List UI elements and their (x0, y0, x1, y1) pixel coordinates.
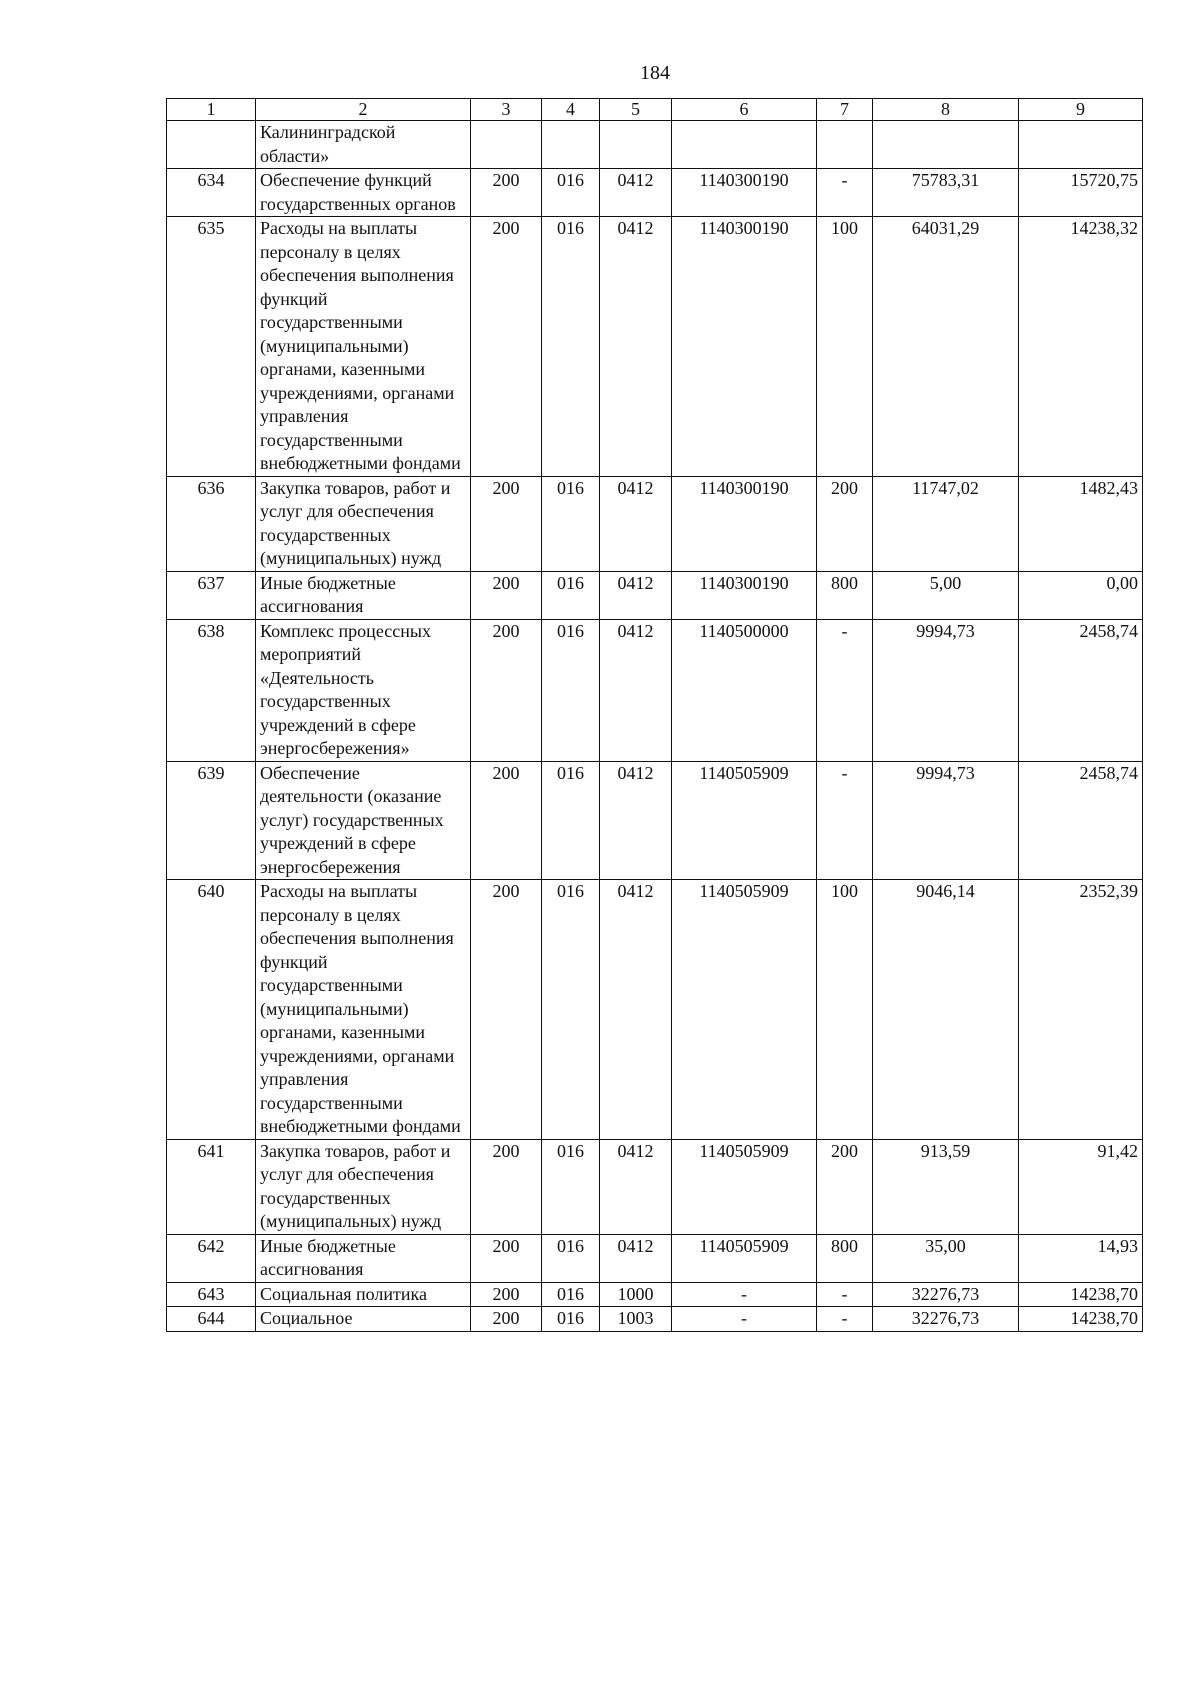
table-body (167, 121, 1143, 1332)
row-col8-cell: 64031,29 (873, 217, 1019, 477)
table-row (167, 1234, 1143, 1282)
row-col5-cell: 0412 (600, 169, 672, 217)
row-col5-cell: 0412 (600, 880, 672, 1140)
row-col6-cell: - (672, 1282, 817, 1307)
row-col6-cell: 1140300190 (672, 169, 817, 217)
row-col3-cell: 200 (471, 1307, 542, 1332)
row-number-cell: 637 (167, 571, 256, 619)
row-number-cell: 636 (167, 476, 256, 571)
row-col9-cell (1019, 121, 1143, 169)
header-col-6: 6 (672, 99, 817, 121)
row-col5-cell: 0412 (600, 571, 672, 619)
row-name-cell: Расходы на выплаты персоналу в целях обеспечения выполнения функций государственными (муниципальными) органами, казенными учреждениями, органами управления государственными внебюджетными фондами (256, 217, 471, 477)
row-col6-cell: 1140300190 (672, 571, 817, 619)
row-name-cell: Закупка товаров, работ и услуг для обеспечения государственных (муниципальных) нужд (256, 476, 471, 571)
row-col6-cell: 1140505909 (672, 761, 817, 880)
row-col4-cell: 016 (542, 217, 600, 477)
row-col7-cell: - (817, 761, 873, 880)
row-name-cell: Социальное (256, 1307, 471, 1332)
row-number-cell: 638 (167, 619, 256, 761)
row-number-cell: 641 (167, 1139, 256, 1234)
row-col8-cell: 5,00 (873, 571, 1019, 619)
row-number-cell: 640 (167, 880, 256, 1140)
row-col9-cell: 14,93 (1019, 1234, 1143, 1282)
row-col7-cell: 800 (817, 1234, 873, 1282)
row-col3-cell: 200 (471, 880, 542, 1140)
row-col3-cell: 200 (471, 619, 542, 761)
row-col9-cell: 91,42 (1019, 1139, 1143, 1234)
row-col7-cell: 200 (817, 1139, 873, 1234)
row-number-cell: 639 (167, 761, 256, 880)
row-col9-cell: 2458,74 (1019, 761, 1143, 880)
row-number-cell: 635 (167, 217, 256, 477)
row-col6-cell: 1140505909 (672, 1139, 817, 1234)
row-col9-cell: 2458,74 (1019, 619, 1143, 761)
page-number: 184 (640, 62, 670, 84)
header-col-2: 2 (256, 99, 471, 121)
row-col9-cell: 15720,75 (1019, 169, 1143, 217)
row-number-cell (167, 121, 256, 169)
row-col5-cell: 0412 (600, 476, 672, 571)
row-col3-cell: 200 (471, 571, 542, 619)
row-col3-cell: 200 (471, 1282, 542, 1307)
table-row (167, 619, 1143, 761)
row-col8-cell (873, 121, 1019, 169)
table-row (167, 476, 1143, 571)
row-col3-cell: 200 (471, 761, 542, 880)
row-name-cell: Обеспечение функций государственных органов (256, 169, 471, 217)
row-col4-cell: 016 (542, 571, 600, 619)
row-col7-cell: 200 (817, 476, 873, 571)
row-col9-cell: 2352,39 (1019, 880, 1143, 1140)
row-col6-cell: 1140500000 (672, 619, 817, 761)
table-row (167, 169, 1143, 217)
row-col8-cell: 32276,73 (873, 1307, 1019, 1332)
row-name-cell: Комплекс процессных мероприятий «Деятельность государственных учреждений в сфере энергосбережения» (256, 619, 471, 761)
header-col-3: 3 (471, 99, 542, 121)
row-col7-cell: - (817, 1307, 873, 1332)
row-col4-cell: 016 (542, 1139, 600, 1234)
row-col3-cell (471, 121, 542, 169)
header-col-7: 7 (817, 99, 873, 121)
table-row (167, 571, 1143, 619)
row-col6-cell: 1140300190 (672, 217, 817, 477)
row-col8-cell: 913,59 (873, 1139, 1019, 1234)
row-col8-cell: 32276,73 (873, 1282, 1019, 1307)
row-number-cell: 642 (167, 1234, 256, 1282)
header-col-8: 8 (873, 99, 1019, 121)
row-number-cell: 634 (167, 169, 256, 217)
row-col7-cell: 100 (817, 880, 873, 1140)
row-col8-cell: 9046,14 (873, 880, 1019, 1140)
table-row (167, 121, 1143, 169)
table-row (167, 880, 1143, 1140)
row-col4-cell: 016 (542, 1282, 600, 1307)
row-col4-cell: 016 (542, 1234, 600, 1282)
row-col9-cell: 14238,70 (1019, 1282, 1143, 1307)
row-col4-cell: 016 (542, 1307, 600, 1332)
header-col-9: 9 (1019, 99, 1143, 121)
row-col6-cell (672, 121, 817, 169)
row-col6-cell: - (672, 1307, 817, 1332)
row-number-cell: 644 (167, 1307, 256, 1332)
row-col4-cell: 016 (542, 880, 600, 1140)
row-col3-cell: 200 (471, 1234, 542, 1282)
row-col9-cell: 1482,43 (1019, 476, 1143, 571)
row-col4-cell: 016 (542, 476, 600, 571)
row-col9-cell: 14238,70 (1019, 1307, 1143, 1332)
row-col7-cell (817, 121, 873, 169)
row-col4-cell: 016 (542, 761, 600, 880)
row-col8-cell: 35,00 (873, 1234, 1019, 1282)
table-row (167, 1139, 1143, 1234)
header-col-5: 5 (600, 99, 672, 121)
row-name-cell: Иные бюджетные ассигнования (256, 571, 471, 619)
row-col9-cell: 0,00 (1019, 571, 1143, 619)
row-col5-cell: 0412 (600, 1234, 672, 1282)
header-col-1: 1 (167, 99, 256, 121)
header-row (167, 99, 1143, 121)
row-col3-cell: 200 (471, 169, 542, 217)
row-col5-cell: 0412 (600, 217, 672, 477)
row-col4-cell (542, 121, 600, 169)
row-number-cell: 643 (167, 1282, 256, 1307)
row-col5-cell: 0412 (600, 1139, 672, 1234)
row-col5-cell: 0412 (600, 761, 672, 880)
table-row (167, 1282, 1143, 1307)
row-name-cell: Калининградской области» (256, 121, 471, 169)
row-col7-cell: 100 (817, 217, 873, 477)
row-col7-cell: - (817, 1282, 873, 1307)
row-col6-cell: 1140505909 (672, 880, 817, 1140)
row-name-cell: Социальная политика (256, 1282, 471, 1307)
row-name-cell: Обеспечение деятельности (оказание услуг) государственных учреждений в сфере энергосбережения (256, 761, 471, 880)
row-col7-cell: 800 (817, 571, 873, 619)
row-col3-cell: 200 (471, 217, 542, 477)
table-row (167, 1307, 1143, 1332)
row-col8-cell: 11747,02 (873, 476, 1019, 571)
row-col8-cell: 9994,73 (873, 761, 1019, 880)
row-col5-cell: 1003 (600, 1307, 672, 1332)
table-row (167, 217, 1143, 477)
row-col8-cell: 9994,73 (873, 619, 1019, 761)
row-name-cell: Иные бюджетные ассигнования (256, 1234, 471, 1282)
table-row (167, 761, 1143, 880)
row-col5-cell: 1000 (600, 1282, 672, 1307)
row-col5-cell: 0412 (600, 619, 672, 761)
row-col7-cell: - (817, 619, 873, 761)
row-col6-cell: 1140505909 (672, 1234, 817, 1282)
row-col9-cell: 14238,32 (1019, 217, 1143, 477)
row-col3-cell: 200 (471, 476, 542, 571)
row-col3-cell: 200 (471, 1139, 542, 1234)
header-col-4: 4 (542, 99, 600, 121)
row-name-cell: Закупка товаров, работ и услуг для обеспечения государственных (муниципальных) нужд (256, 1139, 471, 1234)
budget-table (166, 98, 1143, 1332)
row-col8-cell: 75783,31 (873, 169, 1019, 217)
row-col4-cell: 016 (542, 619, 600, 761)
row-col4-cell: 016 (542, 169, 600, 217)
row-col6-cell: 1140300190 (672, 476, 817, 571)
row-col7-cell: - (817, 169, 873, 217)
row-name-cell: Расходы на выплаты персоналу в целях обеспечения выполнения функций государственными (муниципальными) органами, казенными учреждениями, органами управления государственными внебюджетными фондами (256, 880, 471, 1140)
row-col5-cell (600, 121, 672, 169)
